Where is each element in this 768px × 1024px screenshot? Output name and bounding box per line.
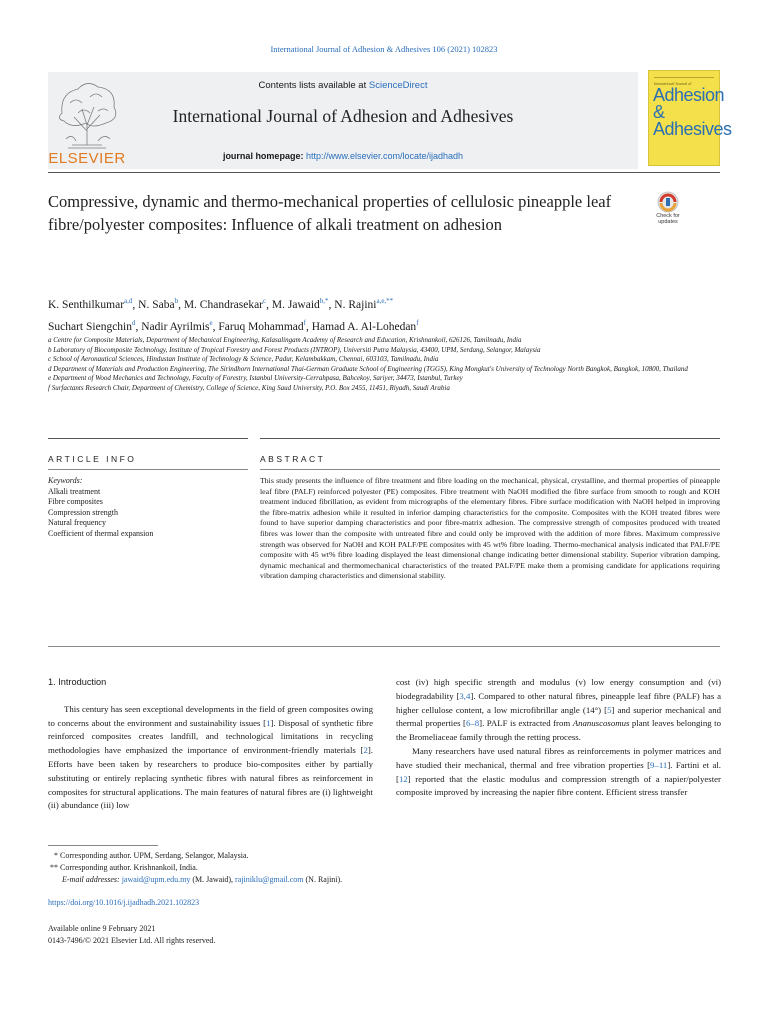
keywords-label: Keywords:: [48, 476, 83, 485]
author-affiliation-marker[interactable]: f: [416, 318, 419, 327]
doi-link[interactable]: https://doi.org/10.1016/j.ijadhadh.2021.102823: [48, 898, 200, 907]
author-name[interactable]: Nadir Ayrilmis: [141, 320, 210, 333]
contents-prefix: Contents lists available at: [258, 80, 369, 91]
cover-rule: [654, 77, 714, 78]
body-column-right: [396, 676, 721, 800]
author-name[interactable]: N. Rajini: [334, 298, 377, 311]
citation-link[interactable]: 6–8: [465, 718, 480, 729]
footnotes: [48, 850, 448, 886]
affiliation-b: b Laboratory of Biocomposite Technology, Institute of Tropical Forestry and Forest Products (INTROP), Universiti Putra Malaysia, 43400, UPM, Serdang, Selangor, Malaysia: [48, 345, 541, 354]
header-divider: [48, 172, 720, 173]
cover-title: Adhesion & Adhesives: [653, 85, 732, 139]
keywords-block: [48, 476, 248, 539]
italic-term: Ananuscosomus: [572, 718, 630, 729]
corresponding-author-1: * Corresponding author. UPM, Serdang, Selangor, Malaysia.: [54, 851, 249, 860]
author-affiliation-marker[interactable]: a,d: [124, 297, 133, 305]
author-affiliation-marker[interactable]: a,e,**: [376, 297, 394, 305]
intro-paragraph-2: Many researchers have used natural fibres as reinforcements in polymer matrices and have studied their mechanical, thermal and free vibration properties [9–11]. Fartini et al. [12] reported that the elastic modulus and compression strength of a napier/polyester composite improved by increasing the napier fibre content. Efficient stress transfer: [396, 745, 721, 798]
affiliation-c: c School of Aeronautical Sciences, Hindustan Institute of Technology & Science, Padur, Kelambakkam, Chennai, 603103, Tamilnadu, India: [48, 355, 439, 363]
affiliation-a: a Centre for Composite Materials, Department of Mechanical Engineering, Kalasalingam Academy of Research and Education, Krishnankoil, 626126, Tamilnadu, India: [48, 336, 522, 344]
corresponding-author-2: ** Corresponding author. Krishnankoil, India.: [50, 863, 198, 872]
author-affiliation-marker[interactable]: e: [209, 318, 213, 327]
citation-link[interactable]: 9–11: [650, 759, 668, 770]
introduction-heading: 1. Introduction: [48, 677, 107, 687]
sciencedirect-link[interactable]: ScienceDirect: [368, 80, 428, 91]
citation-link[interactable]: 3,4: [459, 690, 471, 701]
journal-cover-thumbnail[interactable]: [648, 70, 732, 166]
author-name[interactable]: K. Senthilkumar: [48, 298, 125, 311]
available-online: Available online 9 February 2021: [48, 923, 156, 933]
keyword-item[interactable]: Alkali treatment: [48, 486, 101, 496]
abstract-text: This study presents the influence of fibre treatment and fibre loading on the mechanical, physical, crystalline, and thermal properties of pineapple leaf fibre (PALF) reinforced polyester (PE) composites. Fibre treatment with NaOH modified the fibre surface from smooth to rough and KOH treatment induced fibrillation, as evident from micrographs of the elementary fibres. Fibre surface modification with NaOH helped in improving the fibre-matrix adhesion while it resulted in inferior damping characteristics for the composite. Composites with the KOH treated fibres were found to have superior damping characteristics and poor fibre-matrix adhesion. The compressive strength of composites produced with treated fibres was lower than the composite with untreated fibre and could only be improved with the addition of more fibres. Maximum compressive strength was observed for NaOH and KOH PALF/PE composites with 45 wt% fibre loading. Thermo-mechanical analysis indicated that PALF/PE composite with 45 wt% fibre loading displayed the least dimensional change indicating better dimensional stability. Superior vibration damping, dynamic mechanical and thermomechanical characteristics of the treated PALF/PE make them a promising candidate for applications requiring vibration damping characteristics and dimensional stability.: [260, 476, 720, 581]
abstract-heading: ABSTRACT: [260, 454, 326, 464]
homepage-label: journal homepage:: [222, 151, 306, 161]
author-name[interactable]: Suchart Siengchin: [48, 320, 132, 333]
intro-paragraph-1: This century has seen exceptional developments in the field of green composites owing to concerns about the environment and sustainability issues [1]. Disposal of synthetic fibre reinforced composites creates landfill, and technological limitations in recycling methodologies have emphasized the importance of environment-friendly materials [2]. Efforts have been taken by researchers to produce bio-composites either by partially substituting or entirely replacing synthetic fibres with natural fibres as reinforcement in composites for structural applications. The main features of natural fibres are (i) lightweight (ii) abundance (iii) low: [48, 703, 373, 811]
affiliation-f: f Surfactants Research Chair, Department of Chemistry, College of Science, King Saud University, P.O. Box 2455, 11451, Riyadh, Saudi Arabia: [48, 383, 450, 392]
author-name[interactable]: M. Jawaid: [271, 298, 320, 311]
author-name[interactable]: Hamad A. Al-Lohedan: [311, 320, 417, 333]
running-head[interactable]: International Journal of Adhesion & Adhesives 106 (2021) 102823: [270, 44, 498, 54]
author-name[interactable]: N. Saba: [138, 298, 175, 311]
abstract-top-rule: [260, 438, 720, 439]
keyword-item[interactable]: Natural frequency: [48, 518, 106, 527]
homepage-url-link[interactable]: http://www.elsevier.com/locate/ijadhadh: [305, 151, 464, 161]
elsevier-wordmark: ELSEVIER: [48, 150, 126, 167]
author-affiliation-marker[interactable]: b: [174, 297, 179, 305]
email-owner-jawaid: (M. Jawaid),: [190, 875, 236, 884]
keyword-item[interactable]: Fibre composites: [48, 497, 103, 506]
journal-title: International Journal of Adhesion and Adhesives: [172, 106, 514, 126]
affiliation-e: e Department of Wood Mechanics and Technology, Faculty of Forestry, Istanbul University-Cerrahpasa, Bahcekoy, Sariyer, 34473, Istanbul, Turkey: [48, 374, 463, 382]
author-affiliation-marker[interactable]: b,*: [319, 297, 329, 305]
author-line-1: K. Senthilkumar$^{a,d}$, N. Saba$^b$, M. Chandrasekar$^c$, M. Jawaid$^{b,*}$, N. Rajini$^{a,e,**}$: [48, 297, 394, 311]
article-info-top-rule: [48, 438, 248, 439]
citation-link[interactable]: 1: [266, 717, 271, 728]
author-affiliation-marker[interactable]: d: [132, 318, 136, 327]
author-line-2: Suchart Siengchin$^d$, Nadir Ayrilmis$^e$, Faruq Mohammad$^f$, Hamad A. Al-Lohedan$^f$: [48, 318, 419, 333]
keyword-item[interactable]: Coefficient of thermal expansion: [48, 528, 154, 538]
article-info-sub-rule: [48, 469, 248, 470]
keyword-item[interactable]: Compression strength: [48, 507, 118, 517]
email-label: E-mail addresses:: [62, 875, 120, 884]
affiliations: [48, 336, 688, 393]
affiliation-d: d Department of Materials and Production Engineering, The Sirindhorn International Thai-German Graduate School of Engineering (TGGS), King Mongkut's University of Technology North Bangkok, Bangkok, 10800, Thailand: [48, 364, 688, 373]
journal-homepage-line: [48, 151, 638, 161]
intro-paragraph-1-continued: cost (iv) high specific strength and modulus (v) low energy consumption and (vi) biodegradability [3,4]. Compared to other natural fibres, pineapple leaf fibre (PALF) has a higher cellulose content, a low microfibrillar angle (14°) [5] and superior mechanical and thermal properties [6–8]. PALF is extracted from Ananuscosomus plant leaves belonging to the Bromeliaceae family through the retting process.: [396, 677, 721, 743]
email-link-jawaid[interactable]: jawaid@upm.edu.my: [121, 875, 191, 884]
email-owner-rajini: (N. Rajini).: [303, 875, 343, 884]
check-for-updates-label[interactable]: Check for updates: [656, 213, 680, 225]
cover-small-text: International Journal of: [654, 81, 692, 86]
article-info-heading: ARTICLE INFO: [48, 454, 137, 464]
author-name[interactable]: M. Chandrasekar: [183, 298, 264, 311]
citation-link[interactable]: 2: [363, 745, 368, 756]
author-affiliation-marker[interactable]: f: [303, 318, 306, 327]
email-addresses: [48, 874, 448, 886]
contents-line: [48, 80, 638, 91]
copyright-line: 0143-7496/© 2021 Elsevier Ltd. All rights reserved.: [48, 935, 216, 945]
body-column-left: [48, 676, 373, 813]
author-affiliation-marker[interactable]: c: [263, 297, 267, 305]
author-name[interactable]: Faruq Mohammad: [218, 320, 304, 333]
author-list: [48, 292, 668, 336]
article-title: Compressive, dynamic and thermo-mechanical properties of cellulosic pineapple leaf fibre/polyester composites: Influence of alkali treatment on adhesion: [48, 192, 612, 234]
email-link-rajini[interactable]: rajiniklu@gmail.com: [235, 875, 304, 884]
footnote-rule: [48, 845, 158, 846]
abstract-sub-rule: [260, 469, 720, 470]
citation-link[interactable]: 12: [398, 773, 408, 784]
citation-link[interactable]: 5: [607, 704, 612, 715]
article-footer: [48, 897, 448, 946]
abstract-bottom-rule: [48, 646, 720, 647]
